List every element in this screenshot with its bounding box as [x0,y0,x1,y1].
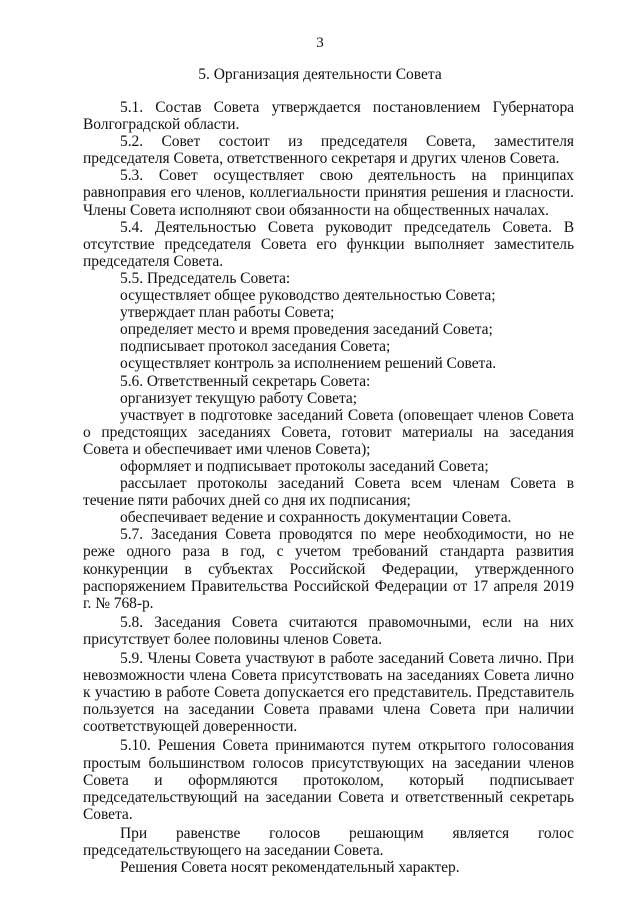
paragraph-5-4: 5.4. Деятельностью Совета руководит председатель Совета. В отсутствие председателя Совета его функции выполняет заместитель председателя Совета. [83,218,574,270]
chairman-duty-2: утверждает план работы Совета; [120,304,335,322]
paragraph-5-5: 5.5. Председатель Совета: [120,269,291,287]
paragraph-recommendations: Решения Совета носят рекомендательный характер. [120,859,460,877]
secretary-duty-2: участвует в подготовке заседаний Совета (оповещает членов Совета о предстоящих заседаниях Совета, готовит материалы на заседания Совета и обеспечивает ими членов Совета); [83,406,574,458]
chairman-duty-3: определяет место и время проведения заседаний Совета; [120,321,493,339]
page-number: 3 [316,35,324,51]
paragraph-5-9: 5.9. Члены Совета участвуют в работе заседаний Совета лично. При невозможности члена Совета присутствовать на заседаниях Совета лично к участию в работе Совета допускается его представитель. Представитель пользуется на заседании Совета правами члена Совета при наличии соответствующей доверенности. [83,650,574,736]
chairman-duty-5: осуществляет контроль за исполнением решений Совета. [120,355,497,373]
document-body [83,99,574,876]
paragraph-5-1: 5.1. Состав Совета утверждается постановлением Губернатора Волгоградской области. [83,99,574,134]
paragraph-5-8: 5.8. Заседания Совета считаются правомочными, если на них присутствует более половины членов Совета. [83,613,574,648]
paragraph-tie-vote: При равенстве голосов решающим является голос председательствующего на заседании Совета. [83,824,574,860]
secretary-duty-5: обеспечивает ведение и сохранность документации Совета. [120,509,512,527]
section-title: 5. Организация деятельности Совета [198,66,442,83]
secretary-duty-3: оформляет и подписывает протоколы заседаний Совета; [120,457,489,475]
paragraph-5-2: 5.2. Совет состоит из председателя Совета, заместителя председателя Совета, ответственного секретаря и других членов Совета. [83,133,574,168]
secretary-duty-4: рассылает протоколы заседаний Совета всем членам Совета в течение пяти рабочих дней со дня их подписания; [83,475,574,510]
paragraph-5-3: 5.3. Совет осуществляет свою деятельность на принципах равноправия его членов, коллегиальности принятия решения и гласности. Члены Совета исполняют свои обязанности на общественных началах. [83,167,574,219]
chairman-duty-1: осуществляет общее руководство деятельностью Совета; [120,287,496,305]
secretary-duty-1: организует текущую работу Совета; [120,389,358,407]
paragraph-5-7: 5.7. Заседания Совета проводятся по мере необходимости, но не реже одного раза в год, с учетом требований стандарта развития конкуренции в субъектах Российской Федерации, утвержденного распоряжением Правительства Российской Федерации от 17 апреля 2019 г. № 768-р. [83,526,574,612]
paragraph-5-10: 5.10. Решения Совета принимаются путем открытого голосования простым большинством голосов присутствующих на заседании членов Совета и оформляются протоколом, который подписывает председательствующий на заседании Совета и ответственный секретарь Совета. [83,737,574,823]
chairman-duty-4: подписывает протокол заседания Совета; [120,338,391,356]
paragraph-5-6: 5.6. Ответственный секретарь Совета: [120,372,371,390]
